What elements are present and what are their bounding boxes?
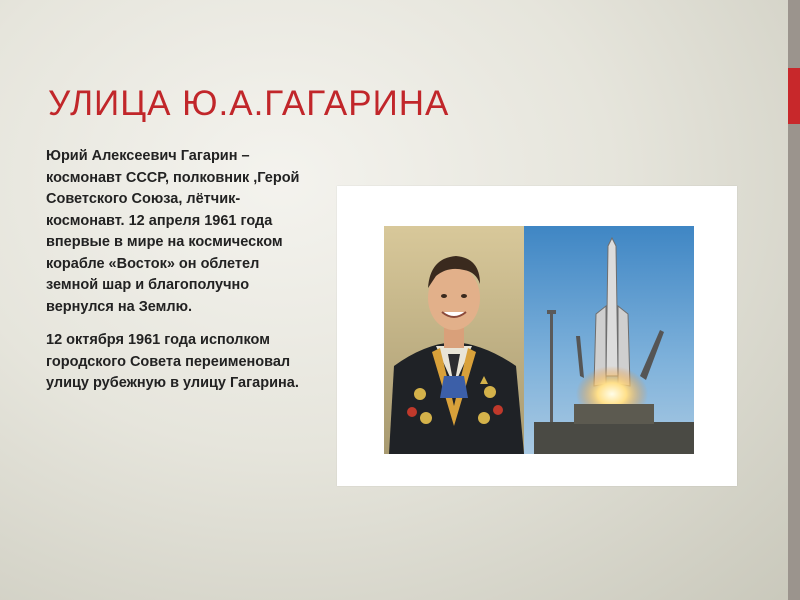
slide-title: УЛИЦА Ю.А.ГАГАРИНА: [48, 84, 450, 123]
photo-collage: [384, 226, 694, 454]
side-decor-bar: [788, 0, 800, 600]
paragraph-biography: Юрий Алексеевич Гагарин –космонавт СССР, полковник ,Герой Советского Союза, лётчик-космонавт. 12 апреля 1961 года впервые в мире на космическом корабле «Восток» он облетел земной шар и благополучно вернулся на Землю.: [46, 148, 300, 315]
photo-frame: [337, 186, 737, 486]
gagarin-portrait-image: [384, 226, 524, 454]
paragraph-street-rename: 12 октября 1961 года исполком городского Совета переименовал улицу рубежную в улицу Гагарина.: [46, 332, 299, 391]
accent-bar: [788, 68, 800, 124]
slide-body: [46, 146, 302, 407]
rocket-launch-image: [524, 226, 694, 454]
